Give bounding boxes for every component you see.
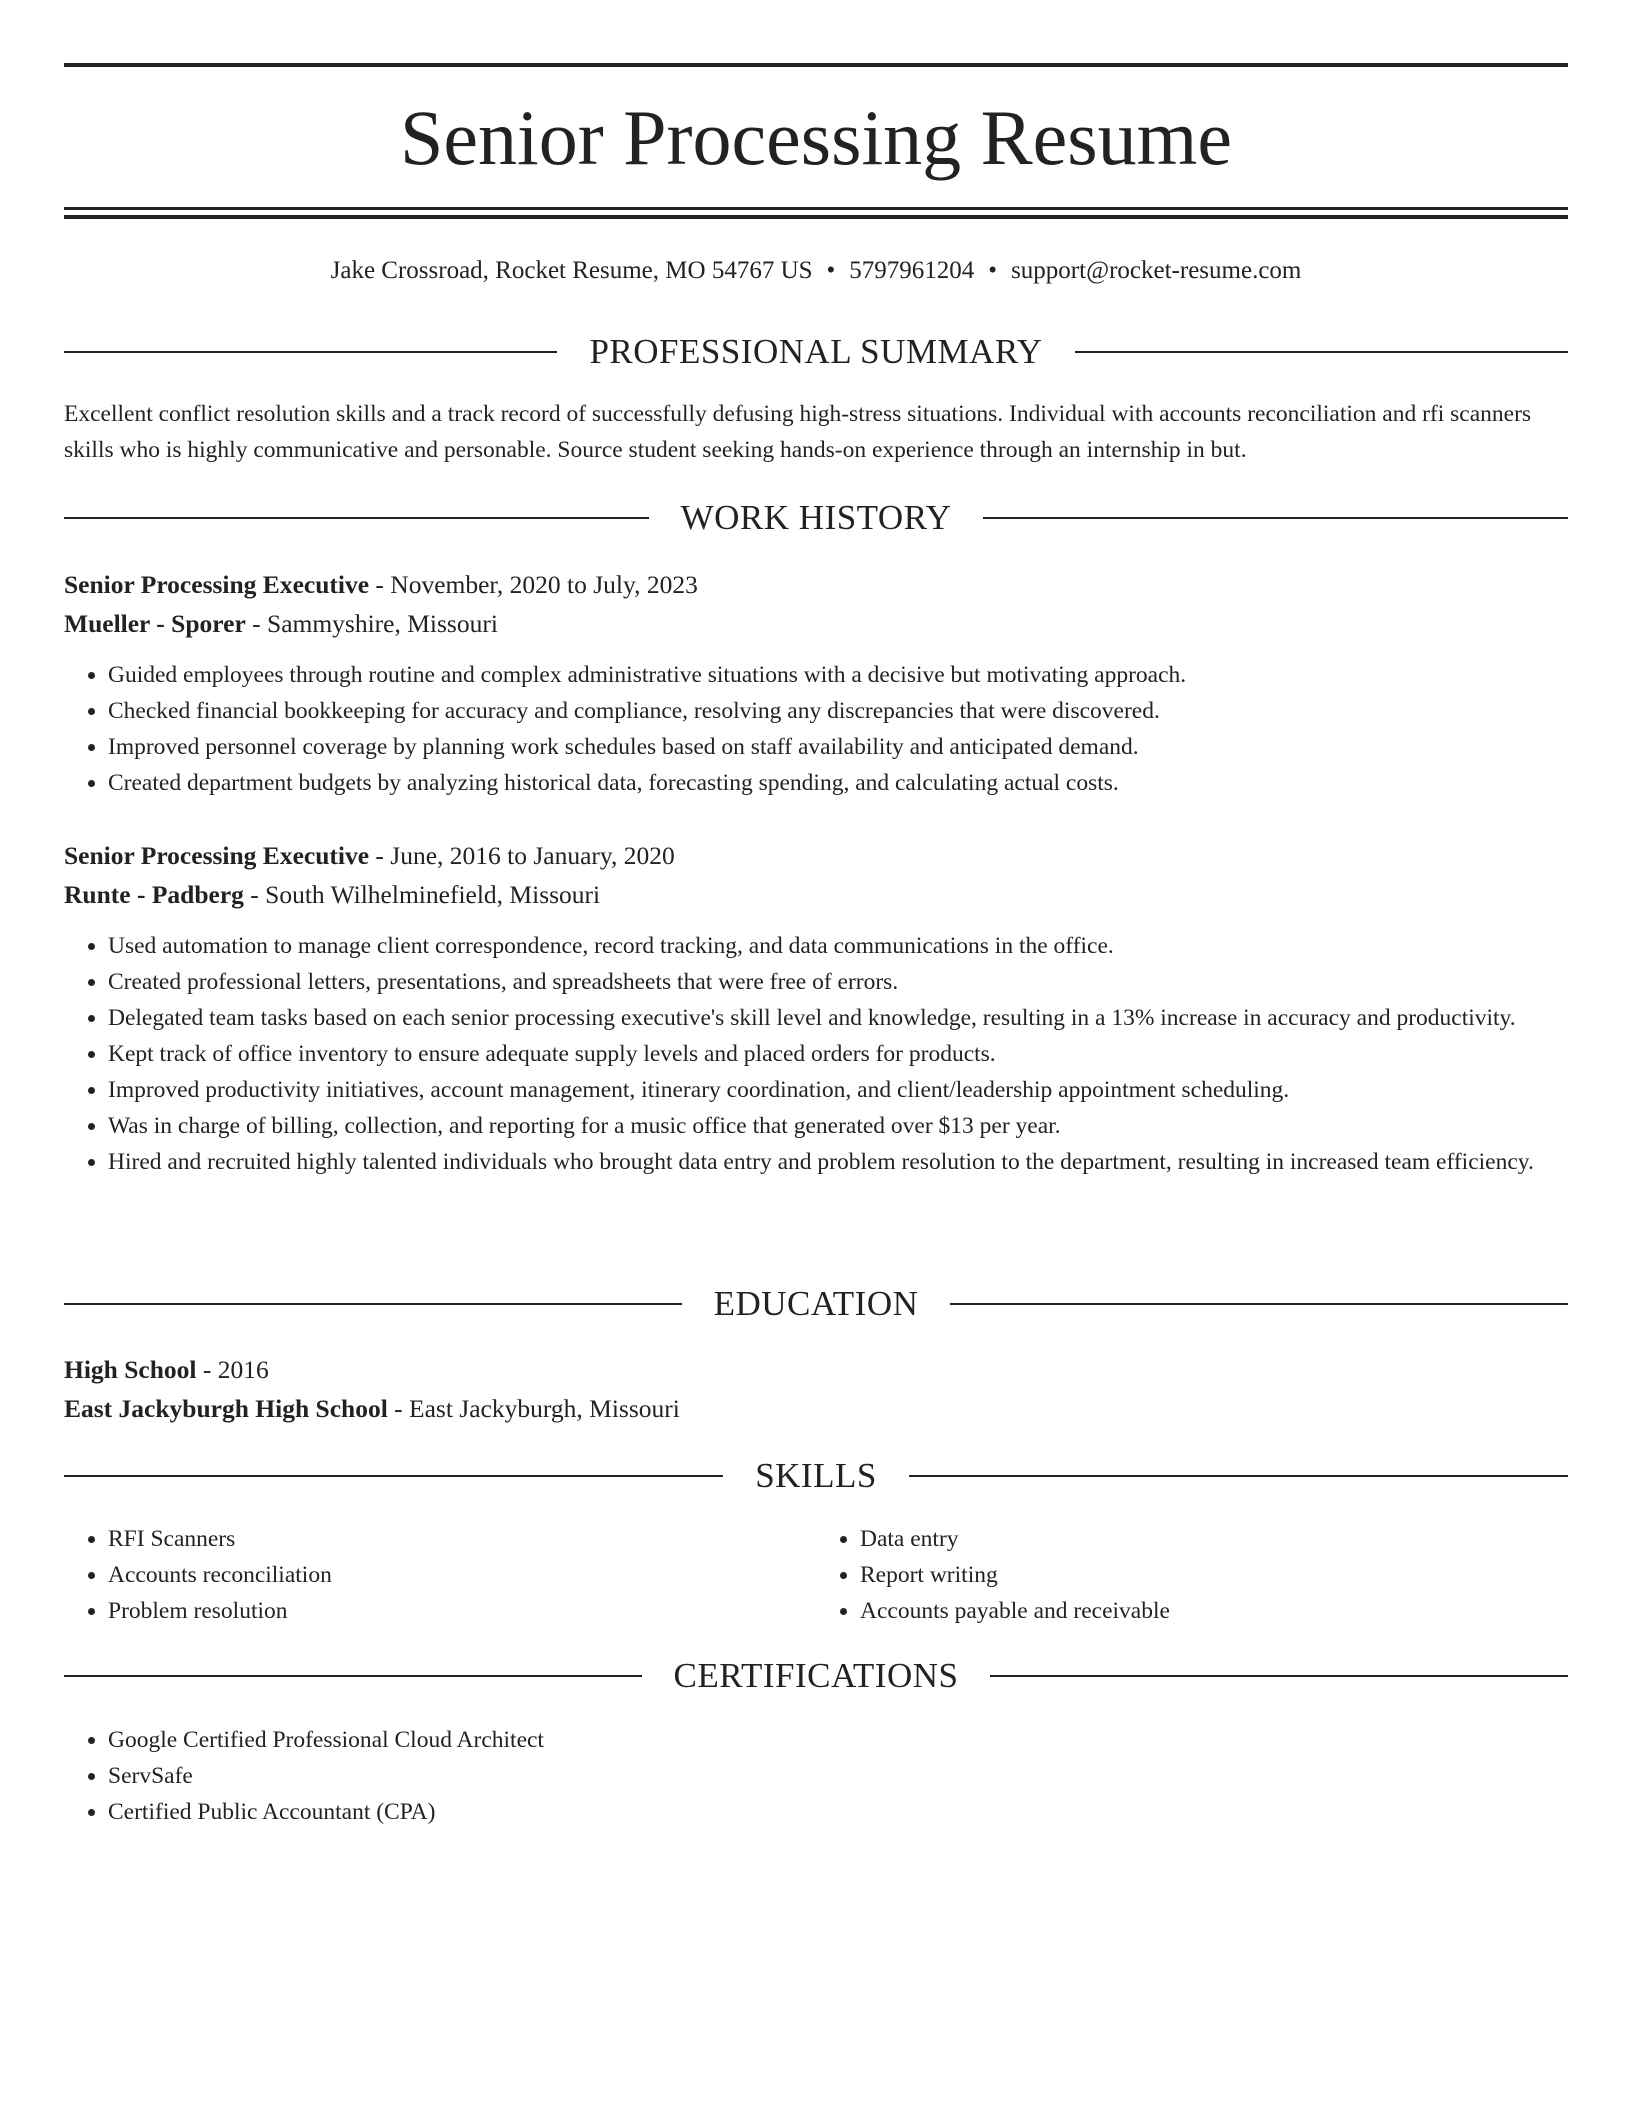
- education-heading-label: EDUCATION: [713, 1284, 919, 1323]
- education-entry: [64, 1350, 1568, 1428]
- job-title: Senior Processing Executive: [64, 841, 370, 870]
- job-bullet: • Improved productivity initiatives, account management, itinerary coordination, and client/leadership appointment scheduling.: [108, 1072, 1568, 1108]
- certifications-list: [64, 1722, 1568, 1830]
- job-dates: - June, 2016 to January, 2020: [369, 841, 675, 870]
- job-bullets: [64, 657, 1568, 801]
- contact-address: Jake Crossroad, Rocket Resume, MO 54767 US: [330, 257, 813, 284]
- heading-rule-right: [990, 1675, 1568, 1677]
- education-year: - 2016: [196, 1355, 269, 1384]
- skills-column-right: [816, 1521, 1568, 1629]
- job-entry: [64, 836, 1568, 1180]
- education-school-line: [64, 1389, 1568, 1428]
- contact-separator: •: [988, 257, 998, 284]
- skills-heading: [64, 1456, 1568, 1496]
- job-entry: [64, 565, 1568, 801]
- heading-rule-right: [950, 1303, 1568, 1305]
- job-bullet: • Kept track of office inventory to ensure adequate supply levels and placed orders for products.: [108, 1036, 1568, 1072]
- contact-email: support@rocket-resume.com: [1011, 257, 1302, 284]
- education-heading: [64, 1284, 1568, 1324]
- heading-rule-left: [64, 1303, 682, 1305]
- work-history-heading-label: WORK HISTORY: [680, 498, 952, 537]
- skill-item: • Accounts reconciliation: [108, 1557, 816, 1593]
- work-history-heading: [64, 498, 1568, 538]
- job-bullet: • Improved personnel coverage by planning work schedules based on staff availability and anticipated demand.: [108, 729, 1568, 765]
- job-bullet: • Created department budgets by analyzing historical data, forecasting spending, and calculating actual costs.: [108, 765, 1568, 801]
- job-bullet: • Was in charge of billing, collection, and reporting for a music office that generated over $13 per year.: [108, 1108, 1568, 1144]
- job-bullets: [64, 928, 1568, 1180]
- skill-item: • Problem resolution: [108, 1593, 816, 1629]
- certification-item: • Certified Public Accountant (CPA): [108, 1794, 1568, 1830]
- education-degree: High School: [64, 1355, 197, 1384]
- education-degree-line: [64, 1350, 1568, 1389]
- job-bullet: • Guided employees through routine and complex administrative situations with a decisive but motivating approach.: [108, 657, 1568, 693]
- certification-item: • ServSafe: [108, 1758, 1568, 1794]
- skills-heading-label: SKILLS: [755, 1456, 877, 1495]
- job-location: - South Wilhelminefield, Missouri: [243, 880, 601, 909]
- job-location: - Sammyshire, Missouri: [245, 609, 498, 638]
- certifications-heading-label: CERTIFICATIONS: [673, 1656, 959, 1695]
- job-title-line: [64, 565, 1568, 604]
- summary-text: Excellent conflict resolution skills and a track record of successfully defusing high-stress situations. Individual with accounts reconciliation and rfi scanners skills who is highly communicative and personable. Source student seeking hands-on experience through an internship in but.: [64, 401, 1532, 463]
- heading-rule-right: [983, 517, 1568, 519]
- job-bullet: • Used automation to manage client correspondence, record tracking, and data communications in the office.: [108, 928, 1568, 964]
- skills-list: [64, 1521, 1568, 1629]
- job-company: Runte - Padberg: [64, 880, 244, 909]
- education-school: East Jackyburgh High School: [64, 1394, 388, 1423]
- certifications-heading: [64, 1656, 1568, 1696]
- job-title-line: [64, 836, 1568, 875]
- contact-phone: 5797961204: [849, 257, 975, 284]
- job-bullet: • Delegated team tasks based on each senior processing executive's skill level and knowledge, resulting in a 13% increase in accuracy and productivity.: [108, 1000, 1568, 1036]
- heading-rule-left: [64, 517, 649, 519]
- skill-item: • Accounts payable and receivable: [860, 1593, 1568, 1629]
- skill-item: • RFI Scanners: [108, 1521, 816, 1557]
- contact-line: [64, 254, 1568, 288]
- job-bullet: • Hired and recruited highly talented individuals who brought data entry and problem resolution to the department, resulting in increased team efficiency.: [108, 1144, 1568, 1180]
- certifications-list-block: [64, 1722, 1568, 1830]
- education-location: - East Jackyburgh, Missouri: [387, 1394, 680, 1423]
- resume-title: Senior Processing Resume: [400, 94, 1232, 181]
- contact-separator: •: [826, 257, 836, 284]
- certification-item: • Google Certified Professional Cloud Architect: [108, 1722, 1568, 1758]
- job-bullet: • Checked financial bookkeeping for accuracy and compliance, resolving any discrepancies that were discovered.: [108, 693, 1568, 729]
- title-double-rule: [64, 207, 1568, 219]
- skill-item: • Data entry: [860, 1521, 1568, 1557]
- heading-rule-left: [64, 1675, 642, 1677]
- heading-rule-left: [64, 351, 557, 353]
- skills-column-left: [64, 1521, 816, 1629]
- job-title: Senior Processing Executive: [64, 570, 370, 599]
- job-company: Mueller - Sporer: [64, 609, 246, 638]
- skill-item: • Report writing: [860, 1557, 1568, 1593]
- heading-rule-left: [64, 1475, 723, 1477]
- job-bullet: • Created professional letters, presentations, and spreadsheets that were free of errors.: [108, 964, 1568, 1000]
- summary-heading: [64, 332, 1568, 372]
- job-company-line: [64, 875, 1568, 914]
- summary-block: [64, 396, 1568, 468]
- job-company-line: [64, 604, 1568, 643]
- top-rule: [64, 63, 1568, 67]
- summary-heading-label: PROFESSIONAL SUMMARY: [589, 332, 1043, 371]
- heading-rule-right: [1075, 351, 1568, 353]
- heading-rule-right: [909, 1475, 1568, 1477]
- job-dates: - November, 2020 to July, 2023: [369, 570, 698, 599]
